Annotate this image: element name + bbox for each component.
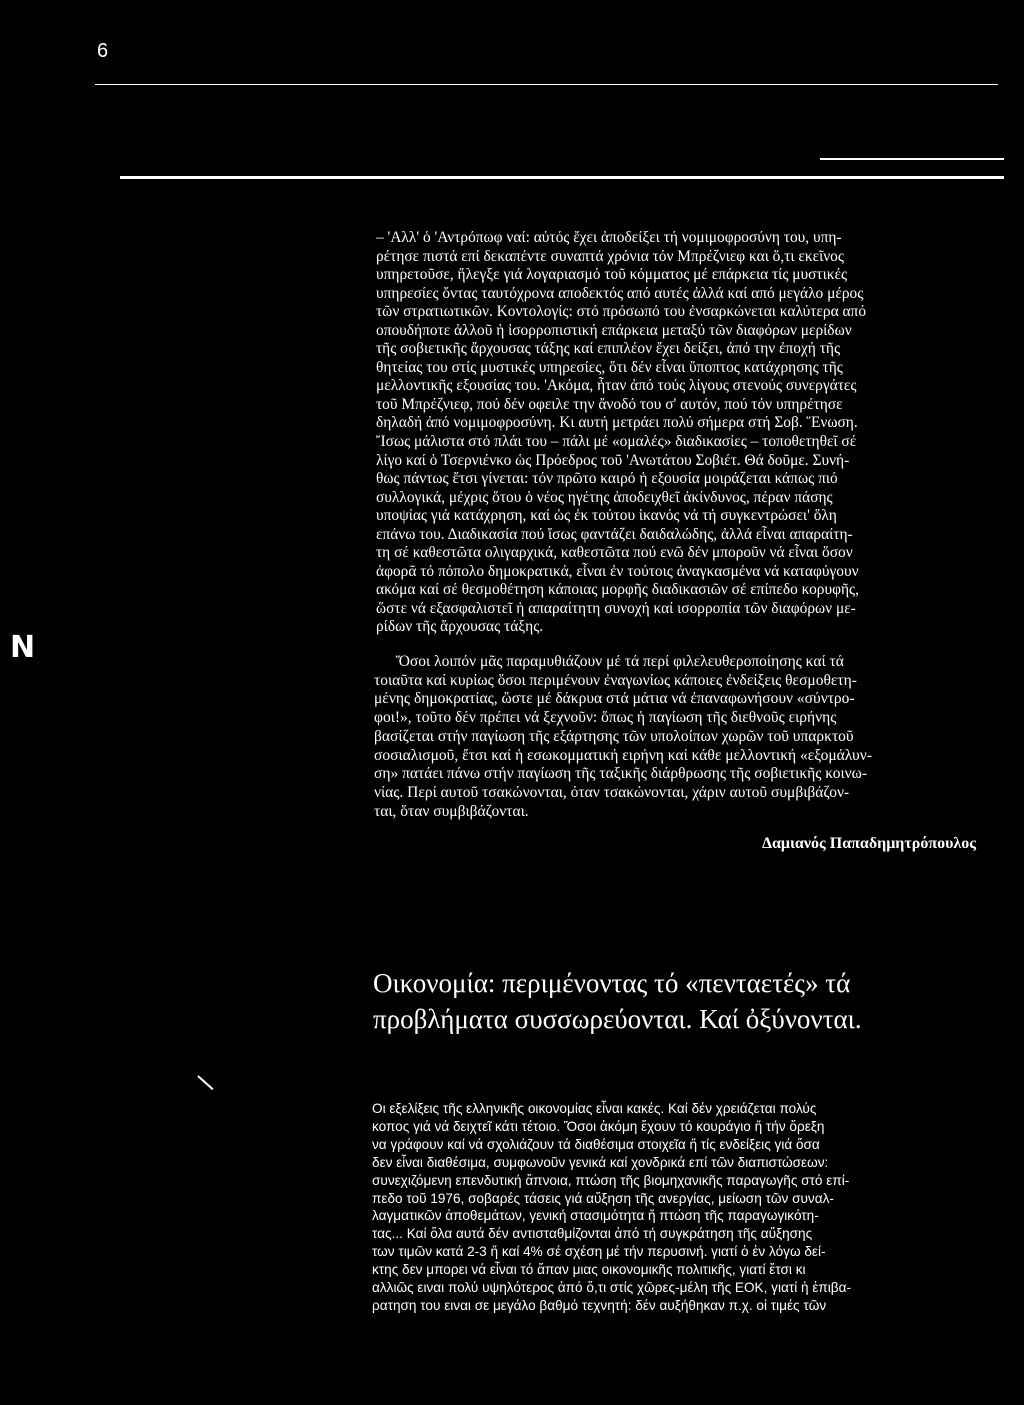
article-headline	[373, 965, 1013, 1037]
text-line: οπουδήποτε ἀλλοῦ ἡ ἰσορροπιστική επάρκεια μεταξύ τῶν διαφόρων μερίδων	[376, 321, 852, 339]
text-line: σοσιαλισμοῦ, ἔτσι καί ἡ εσωκομματική ειρήνη καί κάθε μελλοντική «εξομάλυν-	[374, 746, 872, 764]
text-line: Ἴσως μάλιστα στό πλάι του – πάλι μέ «ομαλές» διαδικασίες – τοποθετηθεῖ σέ	[376, 433, 857, 451]
text-line: τας... Καί ὅλα αυτά δέν αντισταθμίζονται ἀπό τή συγκράτηση τῆς αὔξησης	[372, 1226, 813, 1242]
text-line: να γράφουν καί νά σχολιάζουν τά διαθέσιμα στοιχεῖα ἤ τίς ενδείξεις γιά ὅσα	[372, 1136, 820, 1152]
text-line: νίας. Περί αυτοῦ τσακώνονται, όταν τσακώνονται, χάριν αυτοῦ συμβιβάζον-	[374, 783, 850, 801]
text-line: υπηρετοῦσε, ἤλεγξε γιά λογαριασμό τοῦ κόμματος μέ επάρκεια τίς μυστικές	[376, 266, 848, 284]
text-line: ρίδων τῆς ἄρχουσας τάξης.	[376, 618, 544, 636]
text-line: ακόμα καί σέ θεσμοθέτηση κάποιας μορφῆς διαδικασιῶν σέ επίπεδο κορυφῆς,	[376, 581, 859, 599]
text-line: κτης δεν μπορει νά εἶναι τό ἄπαν μιας οικονομικῆς πολιτικῆς, γιατί ἔτσι κι	[372, 1262, 806, 1278]
text-line: φοι!», τοῦτο δέν πρέπει νά ξεχνοῦν: ὅπως ἡ παγίωση τῆς διεθνοῦς ειρήνης	[374, 709, 837, 727]
text-line: συλλογικά, μέχρις ὅτου ὁ νέος ηγέτης ἀποδειχθεῖ ἀκίνδυνος, πέραν πάσης	[376, 488, 833, 506]
page-number: 6	[97, 40, 109, 62]
article-paragraph-2	[374, 653, 1004, 821]
text-line: λαγματικῶν ἀποθεμάτων, γενική στασιμότητα ἤ πτώση τῆς παραγωγικότη-	[372, 1208, 819, 1224]
text-line: βασίζεται στήν παγίωση τῆς εξάρτησης τῶν υπολοίπων χωρῶν τοῦ υπαρκτοῦ	[374, 727, 854, 745]
text-line: τῶν στρατιωτικῶν. Κοντολογίς: στό πρόσωπό του ἐνσαρκώνεται καλύτερα από	[376, 303, 867, 321]
text-line: θως πάντως ἔτσι γίνεται: τόν πρῶτο καιρό ἡ εξουσία μοιράζεται κάπως πιό	[376, 470, 838, 488]
text-line: μελλοντικῆς εξουσίας του. 'Ακόμα, ἦταν ἀπό τούς λίγους στενούς συνεργάτες	[376, 377, 857, 395]
text-line: – 'Αλλ' ὁ 'Αντρόπωφ ναί: αὐτός ἔχει ἀποδείξει τή νομιμοφροσύνη του, υπη-	[376, 229, 842, 246]
headline-line-2: προβλήματα συσσωρεύονται. Καί ὀξύνονται.	[373, 1004, 862, 1034]
text-line: μένης δημοκρατίας, ὥστε μέ δάκρυα στά μάτια νά ἐπαναφωνήσουν «σύντρο-	[374, 690, 855, 708]
margin-mark: Ν	[10, 630, 36, 665]
text-line: υπηρεσίες ὄντας ταυτόχρονα αποδεκτός από αυτές ἀλλά καί από μεγάλο μέρος	[376, 284, 864, 302]
top-rule	[95, 84, 998, 85]
text-line: λίγο καί ὁ Τσερνιένκο ὡς Πρόεδρος τοῦ 'Ανωτάτου Σοβιέτ. Θά δοῦμε. Συνή-	[376, 451, 850, 469]
text-line: επάνω του. Διαδικασία πού ἴσως φαντάζει δαιδαλώδης, ἀλλά εἶναι απαραίτη-	[376, 525, 853, 543]
text-line: αλλιῶς ειναι πολύ υψηλότερος ἀπό ὅ,τι στίς χῶρες-μέλη τῆς ΕΟΚ, γιατί ἡ ἐπιβα-	[372, 1280, 852, 1296]
text-line: ρέτησε πιστά επί δεκαπέντε συναπτά χρόνια τόν Μπρέζνιεφ και ὅ,τι εκεῖνος	[376, 247, 844, 265]
text-line: των τιμῶν κατά 2-3 ἤ καί 4% σέ σχέση μέ τήν περυσινή. γιατί ὁ ἐν λόγω δεί-	[372, 1244, 826, 1260]
text-line: Οι εξελίξεις τῆς ελληνικῆς οικονομίας εἶναι κακές. Καί δέν χρειάζεται πολύς	[372, 1101, 817, 1116]
text-line: θητείας του στίς μυστικές υπηρεσίες, ὅτι δέν εἶναι ὕποπτος κατάχρησης τῆς	[376, 358, 843, 376]
headline-line-1: Οικονομία: περιμένοντας τό «πενταετές» τά	[373, 968, 851, 998]
text-line: Ὅσοι λοιπόν μᾶς παραμυθιάζουν μέ τά περί φιλελευθεροποίησης καί τά	[396, 653, 844, 670]
header-rule-short	[820, 158, 1004, 160]
text-line: ρατηση του ειναι σε μεγάλο βαθμό τεχνητή: δέν αυξήθηκαν π.χ. οἱ τιμές τῶν	[372, 1297, 827, 1313]
text-line: τῆς σοβιετικῆς ἄρχουσας τάξης καί επιπλέον ἔχει δείξει, ἀπό την ἐποχή τῆς	[376, 340, 841, 358]
text-line: δεν εἶναι διαθέσιμα, συμφωνοῦν γενικά καί χονδρικά επί τῶν διαπιστώσεων:	[372, 1154, 829, 1170]
text-line: υποψίας γιά κατάχρηση, καί ὡς ἐκ τούτου ἱκανός νά τή συγκεντρώσει' ὅλη	[376, 507, 837, 525]
article-paragraph-1	[376, 229, 996, 637]
text-line: τοῦ Μπρέζνιεφ, πού δέν οφειλε την ἄνοδό του σ' αυτόν, πού τόν υπηρέτησε	[376, 395, 843, 413]
stray-mark	[197, 1075, 213, 1090]
text-line: ται, ὅταν συμβιβάζονται.	[374, 802, 529, 820]
header-rule-long	[120, 176, 1004, 179]
text-line: κοπος γιά νά δειχτεῖ κάτι τέτοιο. Ὅσοι ἀκόμη ἔχουν τό κουράγιο ἤ τήν ὄρεξη	[372, 1118, 825, 1134]
text-line: ση» πατάει πάνω στήν παγίωση τῆς ταξικῆς διάρθρωσης τῆς σοβιετικῆς κοινω-	[374, 765, 868, 783]
text-line: τοιαῦτα καί κυρίως ὅσοι περιμένουν ἐναγωνίως κάποιες ἐνδείξεις θεσμοθετη-	[374, 671, 857, 689]
text-line: ὥστε νά εξασφαλιστεῖ ἡ απαραίτητη συνοχή καί ισορροπία τῶν διαφόρων με-	[376, 599, 856, 617]
text-line: συνεχιζόμενη επενδυτική ἄπνοια, πτώση τῆς βιομηχανικῆς παραγωγῆς στό επί-	[372, 1172, 850, 1188]
economy-article-paragraph	[372, 1100, 1012, 1315]
text-line: τη σέ καθεστῶτα ολιγαρχικά, καθεστῶτα πού ενῶ δέν μποροῦν νά εἶναι ὅσον	[376, 544, 853, 562]
text-line: πεδο τοῦ 1976, σοβαρές τάσεις γιά αὔξηση τῆς ανεργίας, μείωση τῶν συναλ-	[372, 1190, 834, 1206]
text-line: δηλαδή ἀπό νομιμοφροσύνη. Κι αυτή μετράει πολύ σήμερα στή Σοβ. Ἕνωση.	[376, 414, 858, 432]
text-line: ἀφορᾶ τό πόπολο δημοκρατικά, εἶναι ἐν τούτοις ἀναγκασμένα νά καταφύγουν	[376, 562, 859, 580]
author-signature: Δαμιανός Παπαδημητρόπουλος	[761, 835, 976, 852]
